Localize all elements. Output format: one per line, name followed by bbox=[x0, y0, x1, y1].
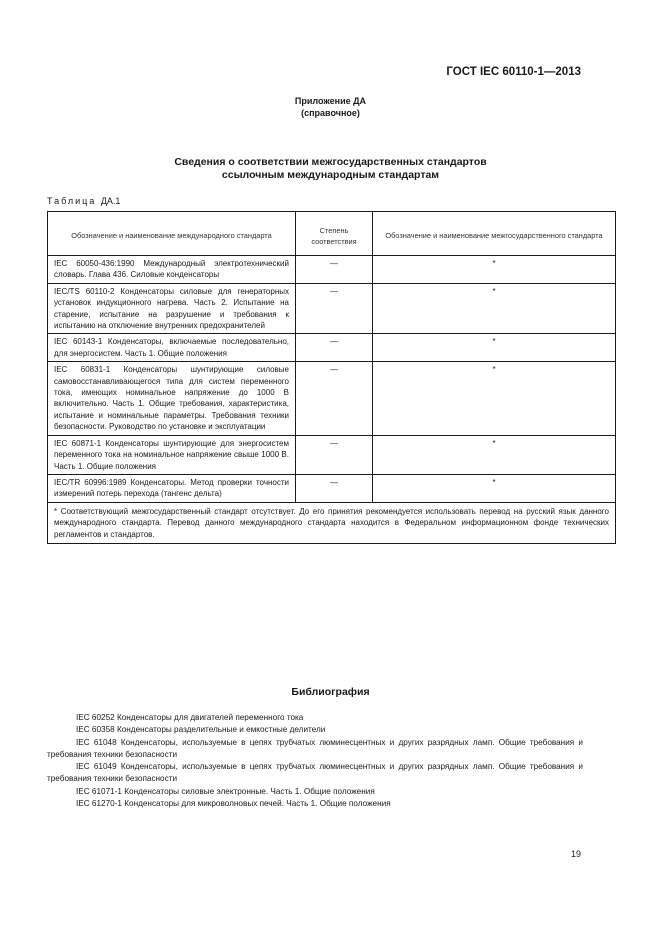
table-row bbox=[48, 362, 616, 435]
cell-interstate: * bbox=[373, 283, 616, 334]
cell-international: IEC 60143-1 Конденсаторы, включаемые последовательно, для энергосистем. Часть 1. Общие положения bbox=[48, 334, 296, 362]
cell-international: IEC 60050-436:1990 Международный электротехнический словарь. Глава 436. Силовые конденсаторы bbox=[48, 256, 296, 284]
cell-interstate: * bbox=[373, 474, 616, 502]
table-caption bbox=[47, 196, 120, 206]
table-row bbox=[48, 474, 616, 502]
bibliography-item: IEC 61270-1 Конденсаторы для микроволновых печей. Часть 1. Общие положения bbox=[76, 799, 391, 809]
cell-degree: — bbox=[296, 256, 373, 284]
cell-degree: — bbox=[296, 435, 373, 474]
cell-degree: — bbox=[296, 334, 373, 362]
cell-degree: — bbox=[296, 474, 373, 502]
table-row bbox=[48, 435, 616, 474]
cell-interstate: * bbox=[373, 435, 616, 474]
section-title-line: Сведения о соответствии межгосударственных стандартов bbox=[174, 156, 487, 168]
cell-interstate: * bbox=[373, 256, 616, 284]
cell-degree: — bbox=[296, 362, 373, 435]
annex-heading bbox=[0, 95, 661, 119]
cell-interstate: * bbox=[373, 334, 616, 362]
bibliography-item: IEC 61071-1 Конденсаторы силовые электронные. Часть 1. Общие положения bbox=[76, 786, 375, 796]
annex-title: Приложение ДА bbox=[294, 96, 367, 106]
bibliography-item: IEC 61049 Конденсаторы, используемые в цепях трубчатых люминесцентных и других разрядных ламп. Общие требования и требования техники безопасности bbox=[47, 762, 583, 784]
section-title bbox=[0, 156, 661, 182]
table-row bbox=[48, 283, 616, 334]
section-title-line: ссылочным международным стандартам bbox=[221, 169, 440, 181]
table-row bbox=[48, 256, 616, 284]
bibliography-title: Библиография bbox=[291, 686, 370, 698]
header-international: Обозначение и наименование международного стандарта bbox=[48, 212, 296, 256]
bibliography-item: IEC 60252 Конденсаторы для двигателей переменного тока bbox=[76, 713, 304, 722]
header-degree: Степень соответствия bbox=[296, 212, 373, 256]
document-code: ГОСТ IEC 60110-1—2013 bbox=[446, 66, 581, 78]
header-interstate: Обозначение и наименование межгосударственного стандарта bbox=[373, 212, 616, 256]
table-row bbox=[48, 334, 616, 362]
table-footnote-row bbox=[48, 502, 616, 543]
page-number: 19 bbox=[571, 849, 582, 859]
bibliography-item: IEC 60358 Конденсаторы разделительные и емкостные делители bbox=[76, 725, 326, 735]
bibliography-list bbox=[47, 712, 583, 810]
cell-international: IEC 60871-1 Конденсаторы шунтирующие для энергосистем переменного тока на номинальное напряжение свыше 1000 В. Часть 1. Общие положения bbox=[48, 435, 296, 474]
table-caption-label: Таблица bbox=[47, 196, 97, 206]
table-header-row bbox=[48, 212, 616, 256]
cell-degree: — bbox=[296, 283, 373, 334]
table-caption-number: ДА.1 bbox=[100, 196, 121, 206]
correspondence-table bbox=[47, 211, 616, 544]
bibliography-item: IEC 61048 Конденсаторы, используемые в цепях трубчатых люминесцентных и других разрядных ламп. Общие требования и требования техники безопасности bbox=[47, 737, 583, 759]
annex-subtitle: (справочное) bbox=[301, 108, 360, 118]
cell-international: IEC/TS 60110-2 Конденсаторы силовые для генераторных установок индукционного нагрева. Часть 2. Испытание на старение, испытание на разрушение и требования к испытанию на отключение внутренних предохранителей bbox=[48, 283, 296, 334]
cell-international: IEC 60831-1 Конденсаторы шунтирующие силовые самовосстанавливающегося типа для систем переменного тока, имеющих номинальное напряжение до 1000 В включительно. Часть 1. Общие требования, характеристика, испытание и номинальные параметры. Требования техники безопасности. Руководство по установке и эксплуатации bbox=[48, 362, 296, 435]
table-footnote: * Соответствующий межгосударственный стандарт отсутствует. До его принятия рекомендуется использовать перевод на русский язык данного международного стандарта. Перевод данного международного стандарта находится в Федеральном информационном фонде технических регламентов и стандартов. bbox=[48, 502, 616, 543]
cell-interstate: * bbox=[373, 362, 616, 435]
cell-international: IEC/TR 60996:1989 Конденсаторы. Метод проверки точности измерений потерь перехода (тангенс дельта) bbox=[48, 474, 296, 502]
